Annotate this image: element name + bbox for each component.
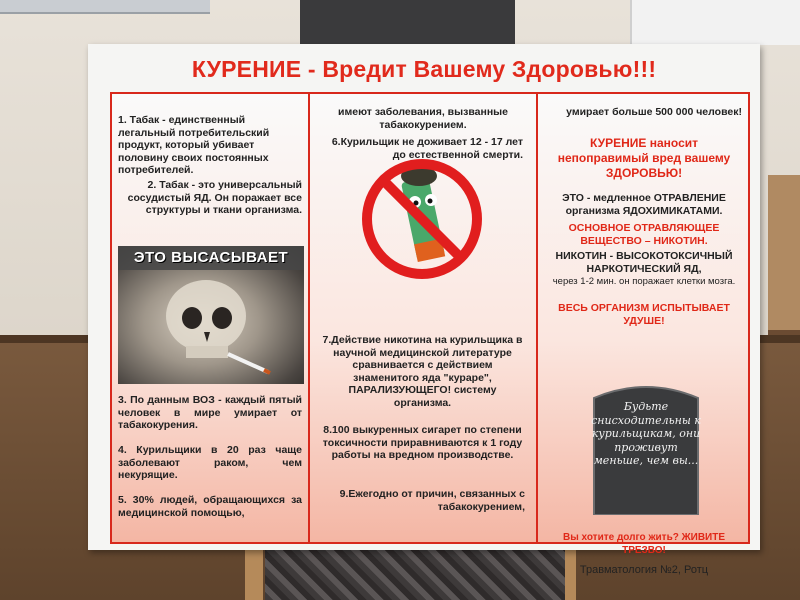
nicotine-poison-text: НИКОТИН - ВЫСОКОТОКСИЧНЫЙ НАРКОТИЧЕСКИЙ ЯД, (555, 250, 733, 275)
tombstone-image (590, 380, 702, 515)
fact-2-text: 2. Табак - это универсальный сосудистый ЯД. Он поражает все структуры и ткани организма. (127, 179, 302, 216)
fact-3-text: 3. По данным ВОЗ - каждый пятый человек в мире умирает от табакокурения. (118, 394, 302, 431)
fact-1-text: 1. Табак - единственный легальный потребительский продукт, который убивает половину своих постоянных потребителей. (118, 114, 270, 176)
poisoning-text: ЭТО - медленное ОТРАВЛЕНИЕ организма ЯДОХИМИКАТАМИ. (562, 192, 726, 217)
column-3 (536, 92, 750, 576)
skull-cigarette-photo (118, 246, 304, 384)
dark-wall-panel (300, 0, 515, 48)
fact-6: 6.Курильщик не доживает 12 - 17 лет до естественной смерти. (331, 136, 523, 161)
window-frame (0, 0, 210, 14)
column-2 (310, 92, 538, 544)
fact-5-text: 5. 30% людей, обращающихся за медицинской помощью, (118, 494, 302, 519)
fact-7: 7.Действие никотина на курильщика в научной медицинской литературе сравнивается с действием знаменитого яда "кураре", ПАРАЛИЗУЮЩЕГО! систему организма. (322, 334, 523, 409)
anti-smoking-poster (88, 44, 760, 576)
easel-leg-left (245, 546, 263, 600)
fact-9-cont: умирает больше 500 000 человек! (566, 106, 742, 118)
tombstone-text: Будьте снисходительны к курильщикам, они проживут меньше, чем вы... (591, 400, 701, 467)
fact-8: 8.100 выкуренных сигарет по степени токсичности приравниваются к 1 году работы на вредном производстве. (322, 424, 523, 461)
column-1 (110, 92, 310, 544)
poster-title: КУРЕНИЕ - Вредит Вашему Здоровью!!! (191, 56, 657, 82)
photo-caption: ЭТО ВЫСАСЫВАЕТ (133, 249, 289, 266)
sober-call: Вы хотите долго жить? ЖИВИТЕ ТРЕЗВО! (562, 532, 726, 556)
brain-text: через 1-2 мин. он поражает клетки мозга. (552, 276, 736, 287)
poster-author: Травматология №2, Ротц (579, 564, 709, 576)
fact-4 (118, 444, 302, 482)
nicotine-main-text: ОСНОВНОЕ ОТРАВЛЯЮЩЕЕ ВЕЩЕСТВО – НИКОТИН. (568, 222, 720, 247)
fact-9: 9.Ежегодно от причин, связанных с табакокурением, (339, 488, 525, 513)
headline-harm: КУРЕНИЕ наносит непоправимый вред вашему ЗДОРОВЬЮ! (557, 136, 731, 180)
desk (768, 175, 800, 340)
skull-icon (118, 246, 304, 384)
fact-5 (118, 494, 302, 519)
wall-sign (630, 0, 800, 45)
fact-2 (118, 179, 302, 217)
no-smoking-icon (357, 154, 487, 284)
fact-5-cont: имеют заболевания, вызванные табакокурением. (338, 106, 508, 131)
fabric-cover (265, 548, 565, 600)
fact-1 (118, 114, 302, 177)
fact-3 (118, 394, 302, 432)
suffocation-text: ВЕСЬ ОРГАНИЗМ ИСПЫТЫВАЕТ УДУШЕ! (558, 302, 730, 327)
fact-4-text: 4. Курильщики в 20 раз чаще заболевают раком, чем некурящие. (118, 444, 302, 481)
